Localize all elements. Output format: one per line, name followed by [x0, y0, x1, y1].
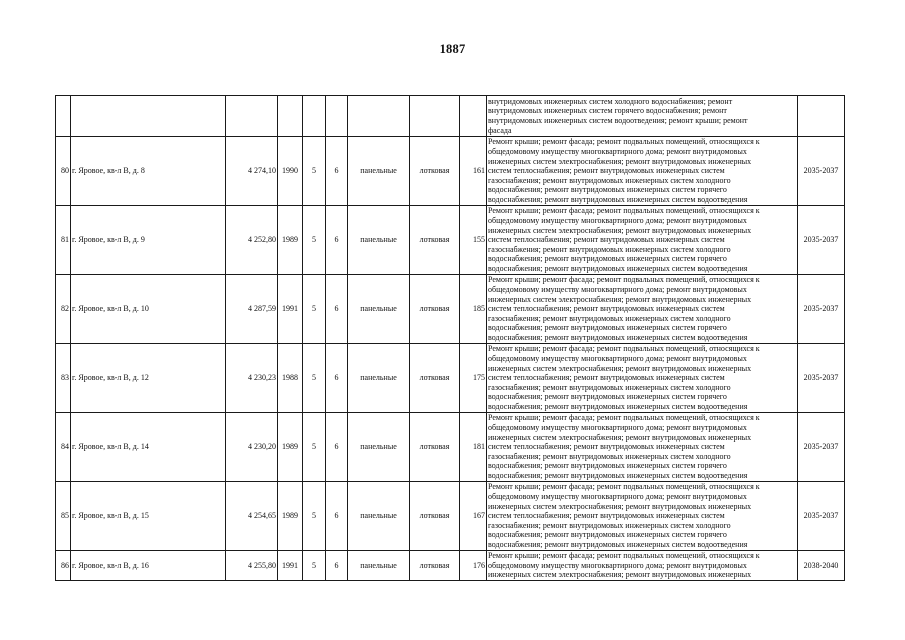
works-line: систем теплоснабжения; ремонт внутридомовых инженерных систем [488, 235, 725, 245]
period-cell: 2035-2037 [798, 413, 845, 482]
roof-type-cell: лотковая [410, 344, 460, 413]
entrances-cell: 6 [326, 413, 348, 482]
year-cell [278, 96, 303, 137]
floors-cell: 5 [303, 551, 326, 581]
works-line: водоснабжения; ремонт внутридомовых инженерных систем водоотведения [488, 401, 748, 411]
address-cell: г. Яровое, кв-л В, д. 16 [71, 551, 226, 581]
entrances-cell [326, 96, 348, 137]
table-row [56, 344, 845, 413]
table-row [56, 413, 845, 482]
entrances-cell: 6 [326, 275, 348, 344]
period-cell: 2038-2040 [798, 551, 845, 581]
floors-cell: 5 [303, 413, 326, 482]
roof-type-cell: лотковая [410, 482, 460, 551]
floors-cell: 5 [303, 344, 326, 413]
wall-material-cell [348, 96, 410, 137]
period-cell: 2035-2037 [798, 275, 845, 344]
table-row-continuation [56, 96, 845, 137]
works-line: систем теплоснабжения; ремонт внутридомовых инженерных систем [488, 304, 725, 314]
works-line: водоснабжения; ремонт внутридомовых инженерных систем горячего [488, 530, 727, 540]
year-cell: 1988 [278, 344, 303, 413]
works-cell [487, 482, 798, 551]
area-cell: 4 255,80 [226, 551, 278, 581]
works-line: Ремонт крыши; ремонт фасада; ремонт подвальных помещений, относящихся к [488, 137, 760, 147]
year-cell: 1989 [278, 482, 303, 551]
works-line: газоснабжения; ремонт внутридомовых инженерных систем холодного [488, 244, 731, 254]
apartments-cell: 185 [460, 275, 487, 344]
table-row [56, 137, 845, 206]
apartments-cell [460, 96, 487, 137]
roof-type-cell: лотковая [410, 413, 460, 482]
floors-cell: 5 [303, 206, 326, 275]
works-cell [487, 413, 798, 482]
apartments-cell: 176 [460, 551, 487, 581]
works-line: систем теплоснабжения; ремонт внутридомовых инженерных систем [488, 442, 725, 452]
address-cell: г. Яровое, кв-л В, д. 15 [71, 482, 226, 551]
apartments-cell: 155 [460, 206, 487, 275]
period-cell: 2035-2037 [798, 482, 845, 551]
entrances-cell: 6 [326, 551, 348, 581]
apartments-cell: 161 [460, 137, 487, 206]
works-line: внутридомовых инженерных систем водоотведения; ремонт крыши; ремонт [488, 116, 748, 125]
num-cell [56, 96, 71, 137]
works-line: газоснабжения; ремонт внутридомовых инженерных систем холодного [488, 175, 731, 185]
floors-cell: 5 [303, 275, 326, 344]
period-cell: 2035-2037 [798, 206, 845, 275]
table-row [56, 551, 845, 581]
area-cell: 4 230,20 [226, 413, 278, 482]
works-line: внутридомовых инженерных систем горячего водоснабжения; ремонт [488, 106, 727, 116]
wall-material-cell: панельные [348, 206, 410, 275]
works-line: водоснабжения; ремонт внутридомовых инженерных систем водоотведения [488, 332, 748, 342]
works-line: внутридомовых инженерных систем холодного водоснабжения; ремонт [488, 96, 733, 106]
works-line: водоснабжения; ремонт внутридомовых инженерных систем горячего [488, 254, 727, 264]
period-cell: 2035-2037 [798, 344, 845, 413]
works-line: водоснабжения; ремонт внутридомовых инженерных систем горячего [488, 461, 727, 471]
area-cell: 4 254,65 [226, 482, 278, 551]
works-line: инженерных систем электроснабжения; ремонт внутридомовых инженерных [488, 432, 752, 442]
wall-material-cell: панельные [348, 344, 410, 413]
page-number: 1887 [439, 42, 466, 56]
works-line: водоснабжения; ремонт внутридомовых инженерных систем водоотведения [488, 194, 748, 204]
wall-material-cell: панельные [348, 413, 410, 482]
roof-type-cell: лотковая [410, 551, 460, 581]
entrances-cell: 6 [326, 137, 348, 206]
entrances-cell: 6 [326, 206, 348, 275]
address-cell: г. Яровое, кв-л В, д. 9 [71, 206, 226, 275]
row-number-cell: 86 [56, 551, 71, 581]
row-number-cell: 82 [56, 275, 71, 344]
works-line: общедомовому имуществу многоквартирного дома; ремонт внутридомовых [488, 285, 747, 295]
works-line: газоснабжения; ремонт внутридомовых инженерных систем холодного [488, 451, 731, 461]
works-line: инженерных систем электроснабжения; ремонт внутридомовых инженерных [488, 225, 752, 235]
works-line: водоснабжения; ремонт внутридомовых инженерных систем горячего [488, 392, 727, 402]
works-line: газоснабжения; ремонт внутридомовых инженерных систем холодного [488, 313, 731, 323]
works-line: газоснабжения; ремонт внутридомовых инженерных систем холодного [488, 382, 731, 392]
period-cell: 2035-2037 [798, 137, 845, 206]
works-line: систем теплоснабжения; ремонт внутридомовых инженерных систем [488, 373, 725, 383]
year-cell: 1989 [278, 206, 303, 275]
row-number-cell: 84 [56, 413, 71, 482]
works-line: систем теплоснабжения; ремонт внутридомовых инженерных систем [488, 511, 725, 521]
floors-cell: 5 [303, 137, 326, 206]
area-cell: 4 274,10 [226, 137, 278, 206]
works-line: инженерных систем электроснабжения; ремонт внутридомовых инженерных [488, 294, 752, 304]
row-number-cell: 80 [56, 137, 71, 206]
address-cell: г. Яровое, кв-л В, д. 12 [71, 344, 226, 413]
area-cell: 4 252,80 [226, 206, 278, 275]
wall-material-cell: панельные [348, 275, 410, 344]
year-cell: 1989 [278, 413, 303, 482]
year-cell: 1991 [278, 275, 303, 344]
year-cell: 1991 [278, 551, 303, 581]
works-line: общедомовому имуществу многоквартирного дома; ремонт внутридомовых [488, 560, 747, 570]
row-number-cell: 83 [56, 344, 71, 413]
works-line: общедомовому имуществу многоквартирного дома; ремонт внутридомовых [488, 147, 747, 157]
works-cell [487, 137, 798, 206]
works-cell [487, 96, 798, 137]
works-cell [487, 206, 798, 275]
period-cell [798, 96, 845, 137]
works-line: систем теплоснабжения; ремонт внутридомовых инженерных систем [488, 166, 725, 176]
wall-material-cell: панельные [348, 551, 410, 581]
works-cell [487, 551, 798, 581]
works-line: Ремонт крыши; ремонт фасада; ремонт подвальных помещений, относящихся к [488, 551, 760, 561]
table-row [56, 482, 845, 551]
roof-type-cell: лотковая [410, 137, 460, 206]
wall-material-cell: панельные [348, 482, 410, 551]
row-number-cell: 85 [56, 482, 71, 551]
year-cell: 1990 [278, 137, 303, 206]
floors-cell: 5 [303, 482, 326, 551]
area-cell: 4 230,23 [226, 344, 278, 413]
address-cell [71, 96, 226, 137]
row-number-cell: 81 [56, 206, 71, 275]
roof-type-cell: лотковая [410, 206, 460, 275]
works-line: Ремонт крыши; ремонт фасада; ремонт подвальных помещений, относящихся к [488, 206, 760, 216]
works-line: общедомовому имуществу многоквартирного дома; ремонт внутридомовых [488, 492, 747, 502]
roof-type-cell: лотковая [410, 275, 460, 344]
works-cell [487, 275, 798, 344]
works-line: Ремонт крыши; ремонт фасада; ремонт подвальных помещений, относящихся к [488, 482, 760, 492]
works-line: общедомовому имуществу многоквартирного дома; ремонт внутридомовых [488, 216, 747, 226]
works-line: водоснабжения; ремонт внутридомовых инженерных систем водоотведения [488, 470, 748, 480]
area-cell: 4 287,59 [226, 275, 278, 344]
entrances-cell: 6 [326, 482, 348, 551]
works-line: Ремонт крыши; ремонт фасада; ремонт подвальных помещений, относящихся к [488, 344, 760, 354]
works-line: инженерных систем электроснабжения; ремонт внутридомовых инженерных [488, 156, 752, 166]
works-line: водоснабжения; ремонт внутридомовых инженерных систем водоотведения [488, 539, 748, 549]
area-cell [226, 96, 278, 137]
apartments-cell: 175 [460, 344, 487, 413]
works-line: общедомовому имуществу многоквартирного дома; ремонт внутридомовых [488, 354, 747, 364]
table-row [56, 206, 845, 275]
works-line: водоснабжения; ремонт внутридомовых инженерных систем горячего [488, 185, 727, 195]
apartments-cell: 167 [460, 482, 487, 551]
works-line: газоснабжения; ремонт внутридомовых инженерных систем холодного [488, 520, 731, 530]
works-line: фасада [488, 125, 512, 135]
address-cell: г. Яровое, кв-л В, д. 14 [71, 413, 226, 482]
works-line: общедомовому имуществу многоквартирного дома; ремонт внутридомовых [488, 423, 747, 433]
works-line: водоснабжения; ремонт внутридомовых инженерных систем водоотведения [488, 263, 748, 273]
apartments-cell: 181 [460, 413, 487, 482]
floors-cell [303, 96, 326, 137]
roof-type-cell [410, 96, 460, 137]
works-line: водоснабжения; ремонт внутридомовых инженерных систем горячего [488, 323, 727, 333]
table-row [56, 275, 845, 344]
capital-repair-table [55, 95, 845, 581]
entrances-cell: 6 [326, 344, 348, 413]
works-line: инженерных систем электроснабжения; ремонт внутридомовых инженерных [488, 363, 752, 373]
works-line: Ремонт крыши; ремонт фасада; ремонт подвальных помещений, относящихся к [488, 275, 760, 285]
address-cell: г. Яровое, кв-л В, д. 8 [71, 137, 226, 206]
works-line: Ремонт крыши; ремонт фасада; ремонт подвальных помещений, относящихся к [488, 413, 760, 423]
address-cell: г. Яровое, кв-л В, д. 10 [71, 275, 226, 344]
wall-material-cell: панельные [348, 137, 410, 206]
works-cell [487, 344, 798, 413]
works-line: инженерных систем электроснабжения; ремонт внутридомовых инженерных [488, 501, 752, 511]
works-line: инженерных систем электроснабжения; ремонт внутридомовых инженерных [488, 570, 752, 580]
